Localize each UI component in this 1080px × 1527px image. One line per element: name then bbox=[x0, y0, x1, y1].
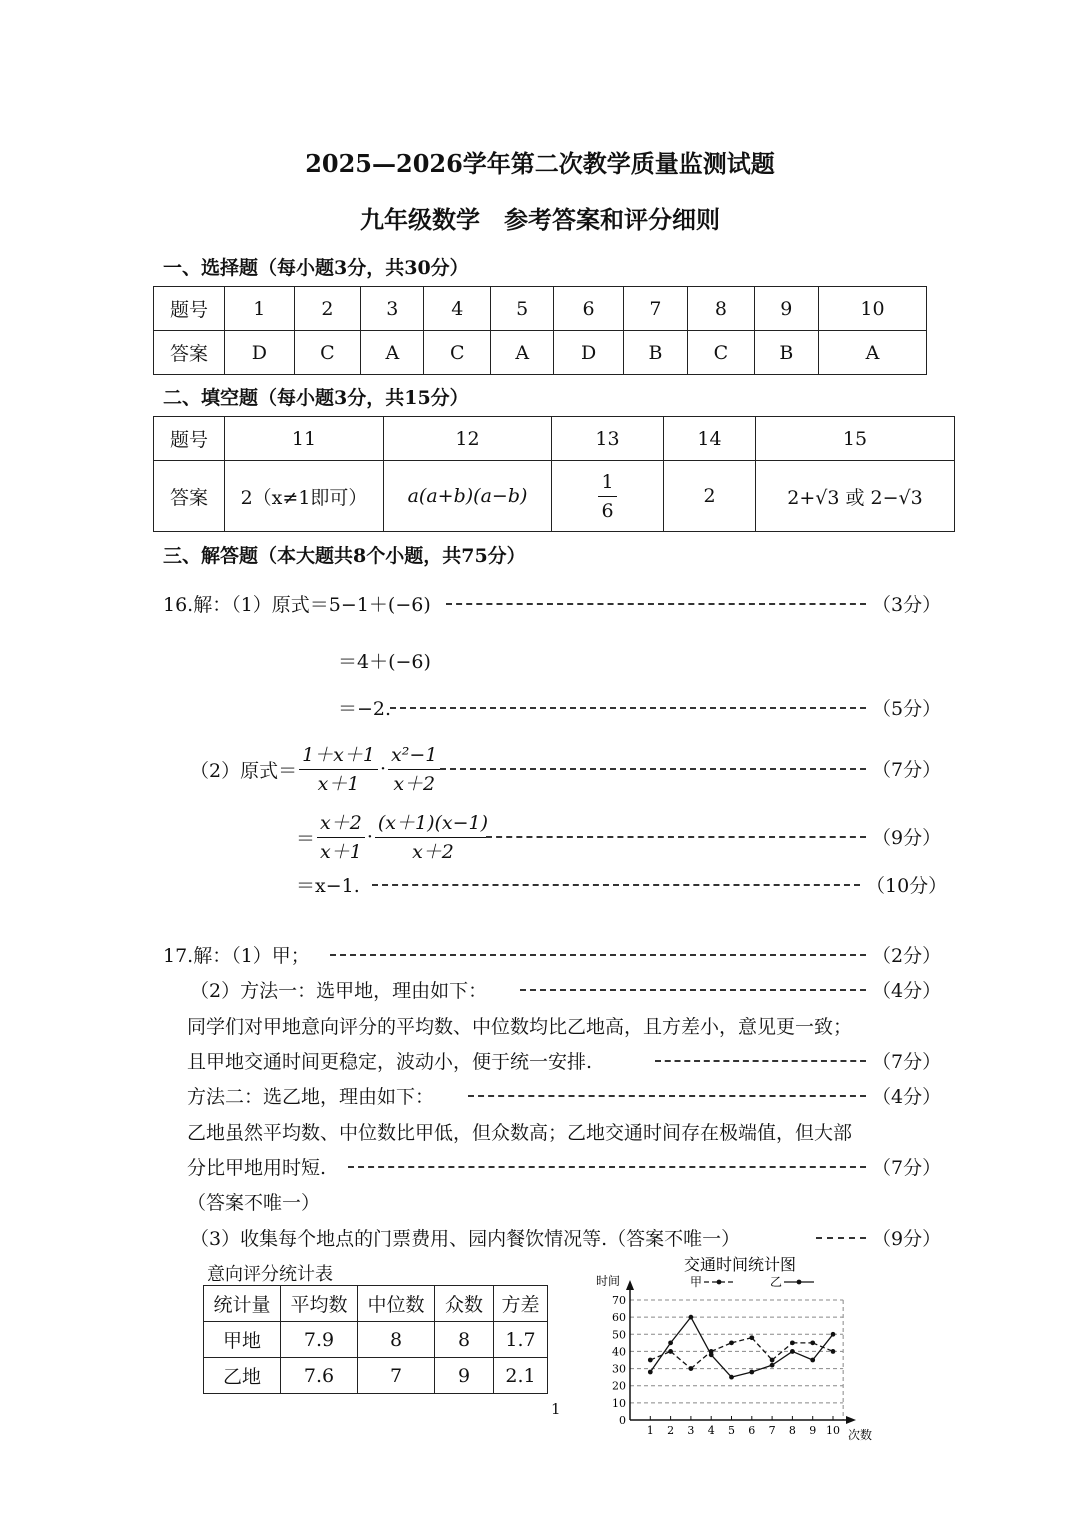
doc-title: 2025—2026学年第二次教学质量监测试题 bbox=[305, 149, 775, 178]
fraction-denominator: 6 bbox=[601, 499, 614, 522]
data-point-乙 bbox=[831, 1332, 836, 1337]
section1-heading: 一、选择题（每小题3分，共30分） bbox=[163, 257, 469, 279]
dash-leader bbox=[372, 884, 860, 886]
fraction-numerator: (x＋1)(x−1) bbox=[375, 809, 491, 838]
q17-line-5: 方法二：选乙地，理由如下： bbox=[187, 1086, 435, 1108]
stat-header: 方差 bbox=[494, 1286, 548, 1322]
data-point-甲 bbox=[648, 1358, 653, 1363]
x-tick-label: 1 bbox=[646, 1424, 654, 1437]
q-number: 9 bbox=[754, 287, 818, 331]
q-number: 14 bbox=[664, 417, 756, 461]
q-number: 3 bbox=[361, 287, 424, 331]
answer-13 bbox=[552, 461, 664, 532]
answer-14: 2 bbox=[664, 461, 756, 532]
series-segment-甲 bbox=[772, 1343, 792, 1360]
stat-header: 平均数 bbox=[281, 1286, 358, 1322]
stat-cell: 1.7 bbox=[494, 1322, 548, 1358]
x-tick-label: 3 bbox=[687, 1424, 695, 1437]
x-tick-label: 8 bbox=[788, 1424, 796, 1437]
data-point-乙 bbox=[689, 1315, 694, 1320]
y-axis-label: 时间 bbox=[596, 1274, 621, 1288]
q-number: 12 bbox=[384, 417, 552, 461]
x-tick-label: 5 bbox=[728, 1424, 735, 1437]
dash-leader bbox=[348, 1166, 866, 1168]
fraction-numerator: x²−1 bbox=[388, 741, 440, 770]
data-point-甲 bbox=[790, 1340, 795, 1345]
data-point-甲 bbox=[668, 1349, 673, 1354]
q-number: 11 bbox=[225, 417, 384, 461]
q-answer: B bbox=[754, 331, 818, 375]
q16-line-6: ＝x−1. bbox=[296, 875, 360, 897]
q-answer: C bbox=[294, 331, 361, 375]
x-tick-label: 7 bbox=[768, 1424, 776, 1437]
series-segment-甲 bbox=[691, 1351, 711, 1368]
q-number: 6 bbox=[554, 287, 624, 331]
series-segment-甲 bbox=[732, 1338, 752, 1343]
data-point-乙 bbox=[749, 1370, 754, 1375]
score-mark: （2分） bbox=[872, 945, 942, 967]
answer-12: a(a+b)(a−b) bbox=[384, 461, 552, 532]
y-tick-label: 40 bbox=[612, 1345, 626, 1359]
fraction-denominator: x＋2 bbox=[412, 840, 454, 863]
series-segment-甲 bbox=[650, 1351, 670, 1360]
q-answer: A bbox=[818, 331, 926, 375]
y-tick-label: 20 bbox=[612, 1379, 626, 1393]
series-segment-乙 bbox=[671, 1317, 691, 1343]
series-segment-甲 bbox=[711, 1343, 731, 1352]
answer-15: 2+√3 或 2−√3 bbox=[756, 461, 955, 532]
multiply-dot: · bbox=[366, 826, 373, 848]
data-point-乙 bbox=[770, 1363, 775, 1368]
series-segment-乙 bbox=[691, 1317, 711, 1355]
q-number: 15 bbox=[756, 417, 955, 461]
stat-table bbox=[203, 1285, 548, 1394]
row-label-number: 题号 bbox=[154, 417, 225, 461]
y-axis-arrow bbox=[626, 1280, 634, 1290]
series-segment-乙 bbox=[732, 1372, 752, 1377]
stat-header: 众数 bbox=[435, 1286, 494, 1322]
x-tick-label: 6 bbox=[748, 1424, 756, 1437]
doc-subtitle: 九年级数学 参考答案和评分细则 bbox=[360, 205, 720, 234]
x-axis-arrow bbox=[846, 1416, 856, 1424]
q16-line-5 bbox=[296, 806, 493, 868]
q-answer: C bbox=[424, 331, 491, 375]
data-point-甲 bbox=[770, 1358, 775, 1363]
stat-cell: 甲地 bbox=[204, 1322, 281, 1358]
score-mark: （10分） bbox=[866, 875, 948, 897]
fraction-numerator: 1 bbox=[598, 468, 616, 497]
q17-line-1: 17.解：（1）甲； bbox=[163, 945, 310, 967]
data-point-乙 bbox=[668, 1340, 673, 1345]
score-mark: （9分） bbox=[872, 1228, 942, 1250]
data-point-甲 bbox=[810, 1340, 815, 1345]
chart-title: 交通时间统计图 bbox=[683, 1255, 797, 1274]
q-answer: C bbox=[688, 331, 755, 375]
fraction bbox=[598, 468, 616, 525]
fraction-denominator: x＋2 bbox=[393, 772, 436, 795]
fraction-denominator: x＋1 bbox=[320, 840, 362, 863]
transport-time-chart bbox=[590, 1250, 890, 1445]
q-answer: D bbox=[225, 331, 295, 375]
x-tick-label: 10 bbox=[826, 1424, 840, 1437]
q17-line-6: 乙地虽然平均数、中位数比甲低，但众数高；乙地交通时间存在极端值，但大部 bbox=[187, 1122, 853, 1144]
y-tick-label: 50 bbox=[612, 1328, 626, 1342]
score-mark: （4分） bbox=[872, 1086, 942, 1108]
stat-cell: 8 bbox=[358, 1322, 435, 1358]
dash-leader bbox=[486, 836, 866, 838]
q16-line-4 bbox=[190, 738, 442, 800]
series-segment-乙 bbox=[813, 1334, 833, 1360]
q-answer: A bbox=[361, 331, 424, 375]
score-mark: （5分） bbox=[872, 698, 942, 720]
q-number: 1 bbox=[225, 287, 295, 331]
y-tick-label: 0 bbox=[619, 1414, 626, 1427]
dash-leader bbox=[390, 707, 866, 709]
expr-prefix: （2）原式＝ bbox=[190, 759, 298, 782]
data-point-甲 bbox=[831, 1349, 836, 1354]
data-point-乙 bbox=[709, 1352, 714, 1357]
q16-line-2: ＝4＋(−6) bbox=[338, 651, 431, 673]
stat-cell: 9 bbox=[435, 1358, 494, 1394]
q-number: 8 bbox=[688, 287, 755, 331]
stat-cell: 7.9 bbox=[281, 1322, 358, 1358]
data-point-甲 bbox=[749, 1335, 754, 1340]
fraction bbox=[299, 741, 378, 798]
dash-leader bbox=[330, 954, 866, 956]
section3-heading: 三、解答题（本大题共8个小题，共75分） bbox=[163, 545, 526, 567]
choice-answer-table bbox=[153, 286, 927, 375]
dash-leader bbox=[440, 768, 866, 770]
data-point-甲 bbox=[729, 1340, 734, 1345]
page-number: 1 bbox=[551, 1400, 561, 1418]
series-segment-乙 bbox=[650, 1343, 670, 1372]
row-label-answer: 答案 bbox=[154, 461, 225, 532]
score-mark: （4分） bbox=[872, 980, 942, 1002]
data-point-乙 bbox=[729, 1375, 734, 1380]
row-label-answer: 答案 bbox=[154, 331, 225, 375]
series-segment-甲 bbox=[671, 1351, 691, 1368]
q17-line-4: 且甲地交通时间更稳定，波动小，便于统一安排. bbox=[187, 1051, 593, 1073]
stat-table-caption: 意向评分统计表 bbox=[207, 1264, 333, 1285]
row-label-number: 题号 bbox=[154, 287, 225, 331]
q17-line-8: （答案不唯一） bbox=[187, 1192, 321, 1214]
section2-heading: 二、填空题（每小题3分，共15分） bbox=[163, 387, 469, 409]
q17-line-7: 分比甲地用时短. bbox=[187, 1157, 327, 1179]
fraction-numerator: x＋2 bbox=[317, 809, 365, 838]
data-point-甲 bbox=[689, 1366, 694, 1371]
series-segment-乙 bbox=[772, 1351, 792, 1365]
q17-line-9: （3）收集每个地点的门票费用、园内餐饮情况等.（答案不唯一） bbox=[190, 1228, 741, 1250]
stat-cell: 7 bbox=[358, 1358, 435, 1394]
stat-cell: 2.1 bbox=[494, 1358, 548, 1394]
q-number: 2 bbox=[294, 287, 361, 331]
y-tick-label: 60 bbox=[612, 1311, 626, 1325]
score-mark: （7分） bbox=[872, 1157, 942, 1179]
q16-line-3: ＝−2. bbox=[338, 698, 392, 720]
q-number: 13 bbox=[552, 417, 664, 461]
q16-line-1: 16.解：（1）原式＝5−1＋(−6) bbox=[163, 594, 431, 616]
stat-cell: 8 bbox=[435, 1322, 494, 1358]
legend-label: 甲 bbox=[690, 1275, 703, 1289]
x-axis-label: 次数 bbox=[848, 1428, 873, 1442]
fill-answer-table bbox=[153, 416, 955, 532]
score-mark: （7分） bbox=[872, 759, 942, 781]
dash-leader bbox=[816, 1237, 866, 1239]
fraction bbox=[317, 809, 365, 866]
stat-header: 中位数 bbox=[358, 1286, 435, 1322]
q17-line-2: （2）方法一：选甲地，理由如下： bbox=[190, 980, 488, 1002]
q-number: 4 bbox=[424, 287, 491, 331]
series-segment-乙 bbox=[792, 1351, 812, 1360]
fraction bbox=[388, 741, 440, 798]
legend-marker bbox=[717, 1280, 722, 1285]
fraction-denominator: x＋1 bbox=[317, 772, 360, 795]
equals-sign: ＝ bbox=[296, 827, 316, 850]
dash-leader bbox=[446, 603, 866, 605]
score-mark: （9分） bbox=[872, 827, 942, 849]
q17-line-3: 同学们对甲地意向评分的平均数、中位数均比乙地高，且方差小，意见更一致； bbox=[187, 1016, 853, 1038]
data-point-乙 bbox=[810, 1358, 815, 1363]
q-answer: A bbox=[491, 331, 554, 375]
series-segment-乙 bbox=[752, 1365, 772, 1372]
y-tick-label: 70 bbox=[612, 1294, 626, 1307]
x-tick-label: 4 bbox=[707, 1424, 715, 1437]
q-number: 7 bbox=[623, 287, 687, 331]
stat-header: 统计量 bbox=[204, 1286, 281, 1322]
dash-leader bbox=[655, 1060, 866, 1062]
series-segment-乙 bbox=[711, 1355, 731, 1377]
data-point-乙 bbox=[790, 1349, 795, 1354]
series-segment-甲 bbox=[752, 1338, 772, 1360]
score-mark: （7分） bbox=[872, 1051, 942, 1073]
data-point-乙 bbox=[648, 1370, 653, 1375]
answer-11: 2（x≠1即可） bbox=[225, 461, 384, 532]
y-tick-label: 10 bbox=[612, 1396, 626, 1410]
score-mark: （3分） bbox=[872, 594, 942, 616]
fraction bbox=[375, 809, 491, 866]
x-tick-label: 9 bbox=[809, 1424, 817, 1437]
fraction-numerator: 1＋x＋1 bbox=[299, 741, 378, 770]
multiply-dot: · bbox=[380, 758, 387, 780]
stat-cell: 乙地 bbox=[204, 1358, 281, 1394]
q-answer: B bbox=[623, 331, 687, 375]
q-number: 10 bbox=[818, 287, 926, 331]
dash-leader bbox=[520, 989, 866, 991]
y-tick-label: 30 bbox=[612, 1362, 626, 1376]
legend-marker bbox=[797, 1280, 802, 1285]
legend-label: 乙 bbox=[770, 1275, 783, 1289]
dash-leader bbox=[468, 1095, 866, 1097]
q-number: 5 bbox=[491, 287, 554, 331]
x-tick-label: 2 bbox=[667, 1424, 675, 1437]
stat-cell: 7.6 bbox=[281, 1358, 358, 1394]
q-answer: D bbox=[554, 331, 624, 375]
